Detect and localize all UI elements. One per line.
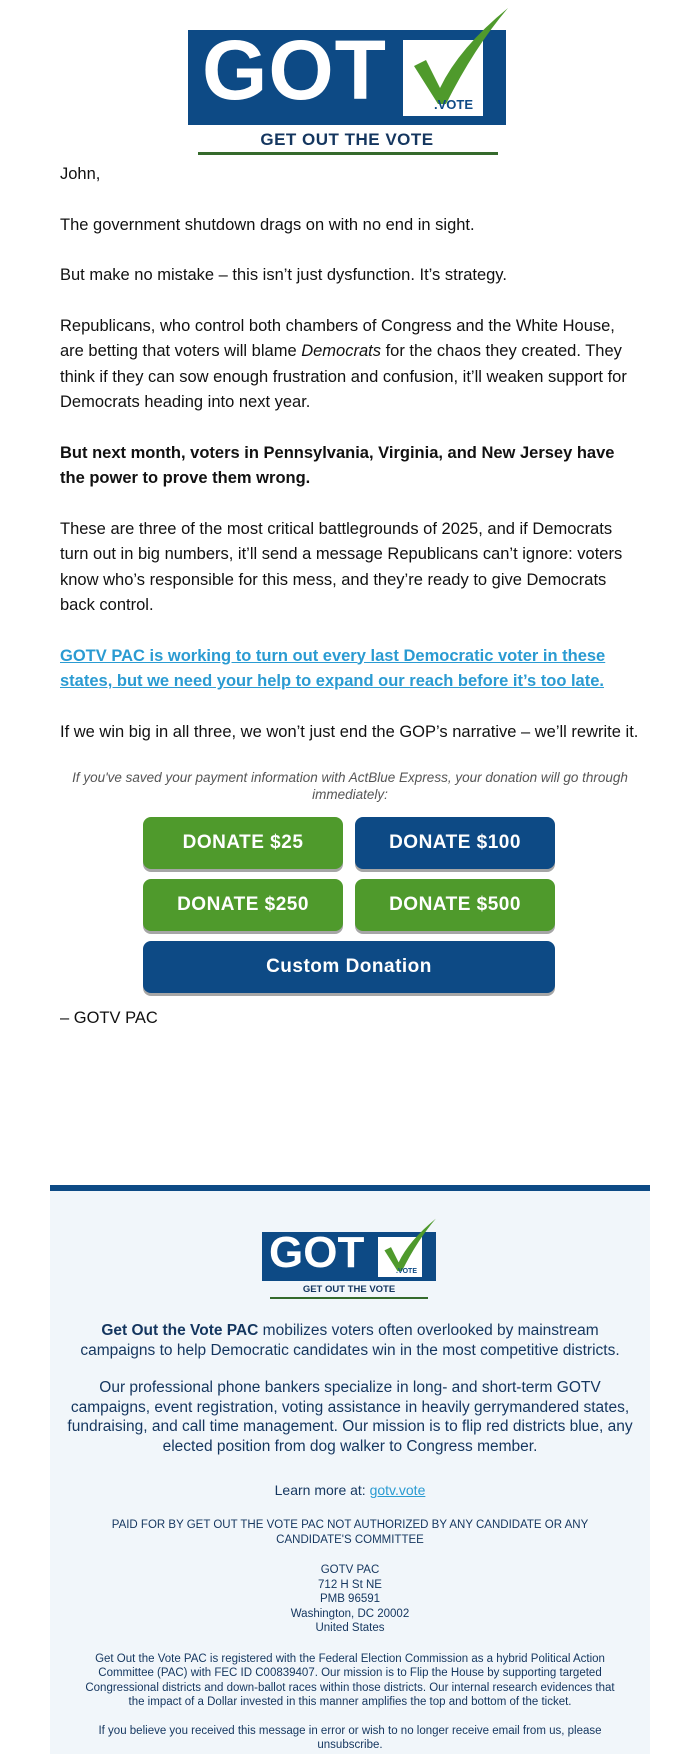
donate-25-button[interactable]: DONATE $25: [143, 817, 343, 869]
signoff: – GOTV PAC: [60, 1009, 158, 1027]
paragraph-6: [60, 644, 640, 695]
logo-underline: [198, 152, 498, 155]
footer-learn-more: [50, 1482, 650, 1498]
paragraph-5: These are three of the most critical battlegrounds of 2025, and if Democrats turn out in big numbers, it’ll send a message Republicans can’t ignore: voters know who’s responsible for this mess, and they’re ready to give Democrats back control.: [60, 519, 623, 614]
learn-more-label: Learn more at:: [274, 1482, 370, 1498]
address-line: GOTV PAC: [320, 1564, 380, 1576]
footer-registration: Get Out the Vote PAC is registered with the Federal Election Commission as a hybrid Political Action Committee (PAC) with FEC ID C00839407. Our mission is to Flip the House by supporting targeted Congressional districts and down-ballot races within those districts. Our internal research evidences that the impact of a Dollar invested in this manner amplifies the top and bottom of the ticket.: [85, 1652, 615, 1708]
logo-tagline: GET OUT THE VOTE: [260, 130, 434, 149]
paragraph-3-part-b: for the chaos they created. They think if they can sow enough frustration and confusion, it’ll weaken support for Democrats heading into next year.: [60, 342, 627, 411]
paragraph-3: [60, 314, 640, 416]
donate-500-button[interactable]: DONATE $500: [355, 879, 555, 931]
logo-domain: .VOTE: [434, 97, 474, 112]
footer: [50, 1185, 650, 1754]
footer-disclaimer: PAID FOR BY GET OUT THE VOTE PAC NOT AUTHORIZED BY ANY CANDIDATE OR ANY CANDIDATE'S COMMITTEE: [111, 1519, 589, 1546]
footer-logo-domain: .VOTE: [396, 1268, 418, 1275]
footer-mission: Our professional phone bankers specialize in long- and short-term GOTV campaigns, event registration, voting assistance in heavily gerrymandered states, fundraising, and call time management. Our mission is to flip red districts blue, any elected position from dog walker to Congress member.: [67, 1379, 633, 1455]
logo-text: GOT: [202, 23, 387, 117]
greeting: John,: [60, 165, 101, 183]
header-logo: [180, 0, 520, 150]
paragraph-3-part-a: Republicans, who control both chambers of Congress and the White House, are betting that voters will blame: [60, 316, 615, 360]
paragraph-4: But next month, voters in Pennsylvania, Virginia, and New Jersey have the power to prove them wrong.: [60, 443, 615, 487]
donate-250-button[interactable]: DONATE $250: [143, 879, 343, 931]
footer-unsubscribe[interactable]: If you believe you received this message in error or wish to no longer receive email from us, please unsubscribe.: [98, 1724, 602, 1751]
footer-logo-tagline: GET OUT THE VOTE: [302, 1284, 396, 1295]
footer-logo: [262, 1217, 438, 1297]
footer-logo-underline: [270, 1297, 428, 1299]
donate-100-button[interactable]: DONATE $100: [355, 817, 555, 869]
checkmark-icon: [404, 8, 514, 108]
address-line: PMB 96591: [319, 1593, 381, 1605]
footer-about: [50, 1321, 650, 1360]
actblue-note: If you've saved your payment information with ActBlue Express, your donation will go through immediately:: [72, 770, 628, 802]
paragraph-2: But make no mistake – this isn’t just dysfunction. It’s strategy.: [60, 266, 507, 284]
gotv-link[interactable]: GOTV PAC is working to turn out every last Democratic voter in these states, but we need your help to expand our reach before it’s too late.: [60, 646, 606, 690]
paragraph-1: The government shutdown drags on with no end in sight.: [60, 215, 475, 234]
footer-logo-text: GOT: [269, 1228, 365, 1277]
footer-about-rest: mobilizes voters often overlooked by mainstream campaigns to help Democratic candidates win in the most competitive districts.: [80, 1322, 620, 1359]
paragraph-3-emphasis: Democrats: [301, 342, 381, 360]
footer-address: [50, 1563, 650, 1636]
gotv-vote-link[interactable]: gotv.vote: [369, 1482, 426, 1498]
footer-about-strong: Get Out the Vote PAC: [101, 1322, 259, 1339]
donate-buttons: [143, 817, 557, 993]
custom-donation-button[interactable]: Custom Donation: [143, 941, 555, 993]
address-line: 712 H St NE: [318, 1578, 382, 1591]
letter-body: [0, 162, 700, 745]
address-line: Washington, DC 20002: [290, 1607, 410, 1620]
paragraph-7: If we win big in all three, we won’t just end the GOP’s narrative – we’ll rewrite it.: [60, 722, 639, 741]
address-line: United States: [315, 1622, 385, 1634]
